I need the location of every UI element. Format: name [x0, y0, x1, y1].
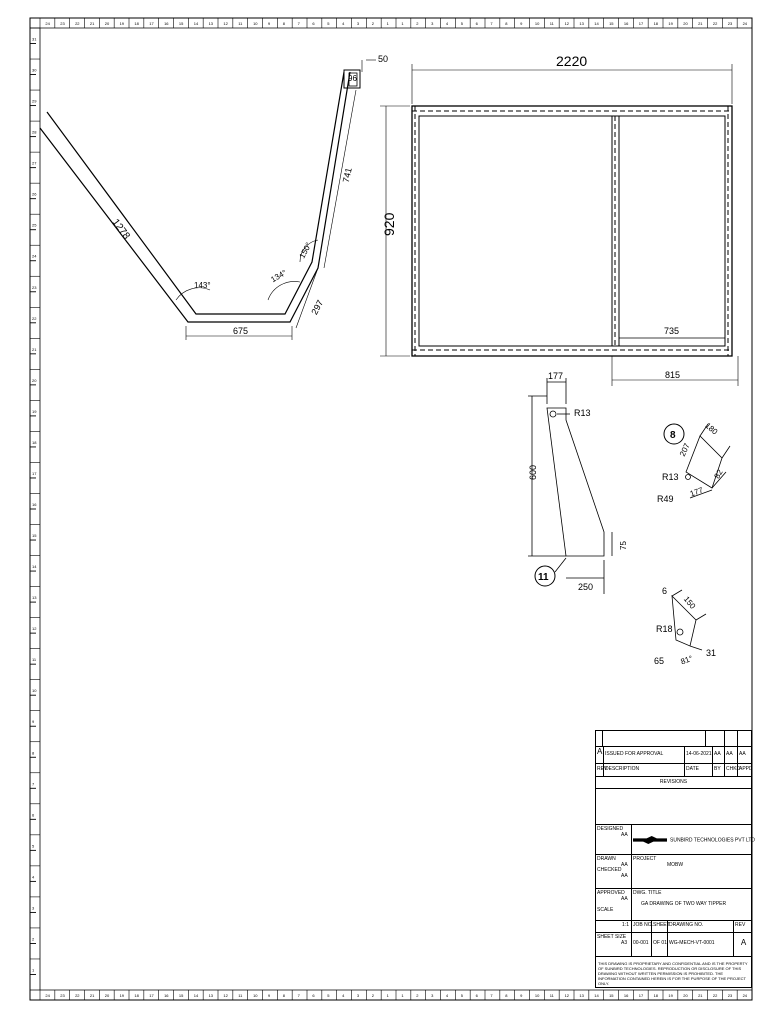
ruler-label: 2: [416, 993, 419, 998]
ruler-label: 4: [342, 993, 345, 998]
ruler-label: 8: [505, 993, 508, 998]
ruler-label: 26: [32, 191, 37, 197]
ruler-label: 11: [32, 657, 37, 663]
ruler-label: 11: [549, 21, 554, 26]
plate-8-view: [686, 424, 731, 498]
ruler-label: 13: [208, 21, 214, 26]
ruler-label: 4: [445, 993, 449, 998]
ruler-label: 19: [119, 21, 125, 26]
plate-8-hole: [686, 475, 691, 480]
ruler-label: 30: [32, 67, 37, 73]
ruler-label: 15: [178, 993, 184, 998]
ruler-label: 8: [282, 21, 285, 26]
company-logo: [633, 836, 667, 844]
rev-symbol: A: [596, 747, 604, 763]
dim-177-bracket: 177: [548, 371, 564, 381]
rev-apprd: AA: [739, 751, 746, 757]
confidentiality-note: THIS DRAWING IS PROPRIETARY AND CONFIDENTIAL AND IS THE PROPERTY OF SUNBIRD TECHNOLOGIES. REPRODUCTION OR DISCLOSURE OF THIS DRAWING WITHOUT WRITTEN PERMISSION IS PROHIBITED. THE INFORMATION CONTAINED HEREIN IS FOR THE PURPOSE OF THE PROJECT ONLY.: [598, 961, 748, 986]
tb-revision-entry: [596, 747, 751, 764]
ruler-label: 7: [490, 993, 493, 998]
ruler-label: 31: [32, 36, 37, 42]
label-project: PROJECT: [633, 856, 657, 862]
ruler-label: 1: [32, 967, 35, 973]
ruler-label: 18: [32, 439, 37, 445]
tb-job-header-row: 1:1 JOB NO. SHEET DRAWING NO. REV: [596, 921, 751, 933]
project-value: MOBW: [667, 861, 684, 868]
ruler-label: 5: [32, 843, 35, 849]
rev-date: 14-06-2021: [685, 747, 713, 763]
ruler-label: 23: [32, 284, 37, 290]
tb-blank-row: [596, 731, 751, 747]
ruler-label: 8: [505, 21, 508, 26]
ruler-label: 15: [609, 993, 614, 998]
frame-view: [412, 106, 732, 356]
ruler-label: 18: [134, 21, 139, 26]
dim-250: 250: [578, 582, 594, 592]
ruler-label: 15: [178, 21, 184, 26]
ruler-label: 9: [32, 719, 35, 725]
ruler-label: 20: [32, 377, 37, 383]
rev-by: AA: [713, 747, 725, 763]
ruler-label: 2: [371, 993, 374, 998]
ruler-label: 17: [149, 21, 154, 26]
ruler-label: 7: [490, 21, 493, 26]
bracket-outline: [547, 408, 604, 556]
ruler-label: 22: [712, 21, 718, 26]
ruler-label: 23: [727, 21, 733, 26]
angle-143: 143°: [194, 281, 211, 290]
drawing-no-value: WG-MECH-VT-0001: [668, 933, 734, 956]
left-ruler-ticks: [30, 28, 40, 974]
dim-75: 75: [619, 541, 628, 550]
dim-50: 50: [378, 54, 389, 64]
ruler-label: 1: [386, 993, 389, 998]
ruler-label: 11: [238, 993, 243, 998]
ruler-label: 17: [638, 993, 644, 998]
ruler-label: 3: [32, 905, 35, 911]
ruler-label: 14: [594, 993, 599, 998]
ruler-label: 6: [312, 993, 315, 998]
ruler-label: 5: [327, 993, 330, 998]
ruler-label: 13: [32, 595, 37, 601]
ruler-label: 14: [32, 564, 37, 570]
ruler-label: 24: [742, 21, 748, 26]
ruler-label: 17: [32, 470, 37, 476]
ruler-label: 29: [32, 98, 37, 104]
ruler-label: 6: [475, 993, 478, 998]
ruler-label: 24: [32, 253, 37, 259]
ruler-label: 9: [520, 993, 523, 998]
rev-description: ISSUED FOR APPROVAL: [604, 747, 685, 763]
ruler-label: 19: [668, 993, 673, 998]
tb-company-row: DESIGNED AA SUNBIRD TECHNOLOGIES PVT LTD: [596, 825, 751, 855]
ruler-label: 6: [312, 21, 315, 26]
dim-65: 65: [654, 656, 665, 666]
ruler-label: 2: [416, 21, 419, 26]
dim-R18: R18: [656, 624, 673, 634]
ruler-label: 23: [727, 993, 733, 998]
ruler-label: 9: [267, 21, 271, 26]
revisions-label: REVISIONS: [596, 777, 751, 789]
ruler-label: 21: [698, 993, 703, 998]
ruler-label: 14: [193, 21, 199, 26]
dim-150: 150: [681, 594, 698, 611]
dim-920: 920: [381, 212, 397, 236]
tb-title-row: APPROVED AA SCALE DWG. TITLE GA DRAWING OF TWO WAY TIPPER: [596, 889, 751, 921]
ruler-label: 14: [594, 21, 599, 26]
plate-small-hole: [677, 629, 683, 635]
ruler-label: 22: [712, 993, 718, 998]
dim-6: 6: [662, 586, 668, 596]
rev-value: A: [740, 938, 747, 947]
dim-600: 600: [528, 464, 538, 480]
ruler-label: 14: [193, 993, 199, 998]
dim-R13-bracket: R13: [574, 408, 591, 418]
ruler-label: 17: [149, 993, 154, 998]
ruler-label: 12: [223, 993, 228, 998]
ruler-label: 7: [297, 993, 300, 998]
ruler-label: 8: [282, 993, 285, 998]
ruler-label: 22: [32, 315, 37, 321]
tb-blank-area: [596, 789, 751, 825]
angle-150: 150°: [297, 241, 314, 260]
ruler-label: 10: [253, 21, 258, 26]
top-ruler-ticks: [40, 18, 748, 28]
ruler-label: 12: [32, 626, 37, 632]
ruler-label: 5: [460, 993, 463, 998]
ruler-label: 18: [134, 993, 139, 998]
tb-revision-header: REV DESCRIPTION DATE BY CHKD APPD: [596, 764, 751, 777]
label-designed: DESIGNED: [597, 826, 624, 832]
ruler-label: 4: [32, 874, 35, 880]
bent-profile-dimensions: [176, 60, 376, 340]
dim-R49: R49: [657, 494, 674, 504]
ruler-label: 22: [75, 21, 80, 26]
ruler-label: 12: [564, 21, 570, 26]
ruler-label: 1: [386, 21, 389, 26]
ruler-label: 21: [32, 346, 37, 352]
ruler-label: 7: [297, 21, 300, 26]
ruler-label: 19: [32, 408, 37, 414]
ruler-label: 16: [164, 993, 169, 998]
dim-180: 180: [703, 421, 720, 437]
tb-job-value-row: SHEET SIZE A3 00-001 OF 01 WG-MECH-VT-0001 A: [596, 933, 751, 957]
ruler-label: 20: [683, 993, 688, 998]
angle-134: 134°: [269, 268, 289, 285]
ruler-label: 16: [623, 21, 629, 26]
frame-inner: [419, 116, 725, 346]
ruler-label: 22: [75, 993, 80, 998]
ruler-label: 15: [32, 533, 37, 539]
dim-96: 96: [348, 74, 357, 83]
ruler-label: 3: [356, 993, 360, 998]
ruler-label: 9: [267, 993, 271, 998]
title-block: [595, 730, 756, 988]
ruler-label: 23: [60, 21, 65, 26]
dim-81: 81°: [679, 653, 694, 667]
ruler-label: 1: [401, 21, 404, 26]
dim-741: 741: [340, 166, 354, 184]
bracket-hole: [550, 411, 556, 417]
ruler-label: 11: [549, 993, 554, 998]
ruler-label: 19: [668, 21, 673, 26]
ruler-label: 3: [431, 21, 434, 26]
ruler-label: 2: [32, 936, 35, 942]
ruler-label: 10: [534, 993, 540, 998]
tb-project-row: DRAWN AA CHECKED AA PROJECT MOBW: [596, 855, 751, 889]
ruler-label: 6: [32, 812, 35, 818]
ruler-label: 15: [609, 21, 614, 26]
company-name: SUNBIRD TECHNOLOGIES PVT LTD: [670, 837, 756, 844]
ruler-label: 21: [89, 21, 95, 26]
ruler-label: 12: [564, 993, 570, 998]
ruler-label: 20: [683, 21, 688, 26]
ruler-label: 10: [32, 688, 37, 694]
dwg-title-value: GA DRAWING OF TWO WAY TIPPER: [641, 901, 727, 907]
dim-82: 82: [712, 467, 725, 481]
dim-815: 815: [665, 370, 681, 380]
ruler-label: 16: [32, 502, 37, 507]
balloon-11-label: 11: [538, 572, 549, 583]
frame-outer: [412, 106, 732, 356]
dim-1278: 1278: [109, 217, 132, 242]
ruler-label: 13: [579, 21, 584, 26]
ruler-label: 12: [223, 21, 228, 26]
ruler-label: 20: [104, 21, 110, 26]
ruler-label: 5: [460, 21, 463, 26]
ruler-label: 13: [579, 993, 584, 998]
plate-8-outline: [686, 436, 722, 488]
ruler-label: 18: [653, 993, 659, 998]
ruler-label: 5: [327, 21, 330, 26]
ruler-label: 16: [164, 21, 169, 26]
ruler-label: 13: [208, 993, 214, 998]
ruler-label: 28: [32, 129, 37, 135]
ruler-label: 9: [520, 21, 523, 26]
ruler-label: 10: [534, 21, 540, 26]
ruler-label: 20: [104, 993, 110, 998]
ruler-label: 2: [371, 21, 374, 26]
dim-735: 735: [664, 326, 680, 336]
ruler-label: 24: [45, 21, 50, 26]
dim-2220: 2220: [556, 53, 588, 69]
sheet-value: OF 01: [652, 933, 668, 956]
ruler-label: 23: [60, 993, 65, 998]
ruler-label: 11: [238, 21, 243, 26]
ruler-label: 16: [623, 993, 629, 998]
ruler-label: 24: [45, 993, 50, 998]
dim-R13-plate: R13: [662, 472, 679, 482]
ruler-label: 3: [356, 21, 360, 26]
ruler-label: 27: [32, 160, 37, 166]
balloon-8-label: 8: [670, 430, 676, 441]
job-no-value: 00-001: [632, 933, 652, 956]
ruler-label: 21: [698, 21, 703, 26]
ruler-label: 4: [445, 21, 449, 26]
bracket-11-view: [528, 378, 612, 594]
ruler-label: 8: [32, 750, 35, 756]
ruler-label: 19: [119, 993, 125, 998]
ruler-label: 17: [638, 21, 644, 26]
rev-chkd: AA: [725, 747, 738, 763]
dim-207: 207: [677, 441, 692, 458]
ruler-label: 6: [475, 21, 478, 26]
dim-297: 297: [309, 298, 326, 317]
ruler-label: 1: [401, 993, 404, 998]
ruler-label: 4: [342, 21, 345, 26]
ruler-label: 10: [253, 993, 258, 998]
ruler-label: 21: [89, 993, 95, 998]
label-dwg-title: DWG. TITLE: [633, 890, 662, 896]
ruler-label: 25: [32, 222, 37, 228]
profile-inner-line: [47, 72, 344, 317]
dim-31: 31: [706, 648, 717, 658]
ruler-label: 18: [653, 21, 659, 26]
ruler-label: 7: [32, 781, 35, 787]
dim-177-plate: 177: [688, 485, 705, 499]
bottom-ruler-ticks: [40, 990, 748, 1000]
dim-675: 675: [233, 326, 249, 336]
ruler-label: 3: [431, 993, 434, 998]
ruler-label: 24: [742, 993, 748, 998]
